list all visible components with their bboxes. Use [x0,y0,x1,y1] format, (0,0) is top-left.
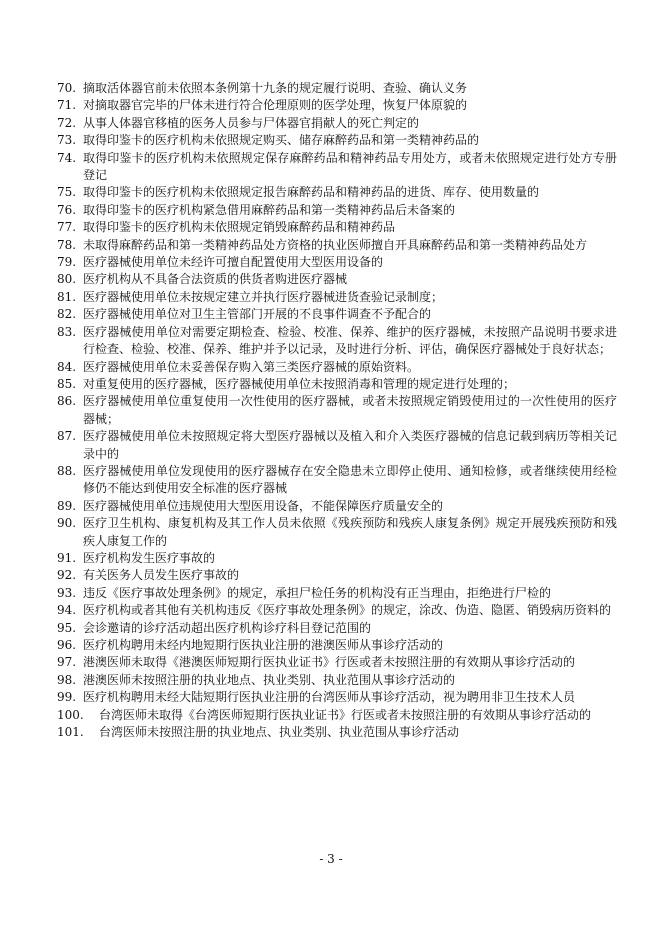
item-number: 93. [57,585,77,600]
item-number: 86. [57,394,77,409]
item-number: 83. [57,324,77,339]
item-number: 95. [57,620,77,635]
item-text: 港澳医师未取得《港澳医师短期行医执业证书》行医或者未按照注册的有效期从事诊疗活动的 [83,655,576,670]
list-item [57,376,617,393]
item-number: 76. [57,202,77,217]
item-text: 会诊邀请的诊疗活动超出医疗机构诊疗科目登记范围的 [83,620,372,635]
item-text: 医疗机构或者其他有关机构违反《医疗事故处理条例》的规定，涂改、伪造、隐匿、销毁病历资料的 [83,603,612,618]
list-item [57,184,617,201]
list-item [57,306,617,323]
item-number: 70. [57,81,77,95]
list-item [57,637,617,654]
item-number: 81. [57,289,77,304]
item-text: 医疗卫生机构、康复机构及其工作人员未依照《残疾预防和残疾人康复条例》规定开展残疾预防和残疾人康复工作的 [83,516,617,548]
item-text: 取得印鉴卡的医疗机构未依照规定销毁麻醉药品和精神药品 [83,220,396,235]
item-text: 港澳医师未按照注册的执业地点、执业类别、执业范围从事诊疗活动的 [83,672,456,687]
list-item [57,132,617,149]
item-number: 100. [57,707,84,722]
list-item [57,498,617,515]
item-text: 医疗机构聘用未经内地短期行医执业注册的港澳医师从事诊疗活动的 [83,638,444,652]
list-item [57,359,617,376]
item-text: 违反《医疗事故处理条例》的规定，承担尸检任务的机构没有正当理由，拒绝进行尸检的 [83,585,552,600]
item-number: 78. [57,237,77,252]
item-text: 取得印鉴卡的医疗机构未依照规定购买、储存麻醉药品和第一类精神药品的 [83,133,480,148]
item-number: 72. [57,115,77,130]
list-item [57,393,617,428]
item-number: 96. [57,638,77,652]
item-text: 取得印鉴卡的医疗机构未依照规定报告麻醉药品和精神药品的进货、库存、使用数量的 [83,185,540,200]
item-number: 88. [57,463,77,478]
list-item [57,202,617,219]
list-item [57,237,617,254]
list-item [57,550,617,567]
item-text: 医疗机构聘用未经大陆短期行医执业注册的台湾医师从事诊疗活动，视为聘用非卫生技术人员 [83,690,576,705]
list-item [57,689,617,706]
list-item [57,97,617,114]
item-text: 医疗器械使用单位重复使用一次性使用的医疗器械，或者未按照规定销毁使用过的一次性使用的医疗器械； [83,394,617,426]
list-item [57,602,617,619]
list-item [57,219,617,236]
item-text: 医疗器械使用单位对需要定期检查、检验、校准、保养、维护的医疗器械，未按照产品说明书要求进行检查、检验、校准、保养、维护并予以记录，及时进行分析、评估，确保医疗器械处于良好状态； [83,324,617,357]
list-item [57,289,617,306]
item-number: 97. [57,655,77,670]
item-text: 摘取活体器官前未依照本条例第十九条的规定履行说明、查验、确认义务 [83,81,468,95]
item-number: 82. [57,307,77,322]
list-item [57,620,617,637]
violation-list [57,80,617,741]
item-text: 医疗器械使用单位未妥善保存购入第三类医疗器械的原始资料。 [83,359,420,374]
item-number: 79. [57,255,77,270]
item-number: 98. [57,672,77,687]
item-text: 有关医务人员发生医疗事故的 [83,568,240,583]
item-text: 医疗器械使用单位违规使用大型医用设备，不能保障医疗质量安全的 [83,498,444,513]
item-number: 92. [57,568,77,583]
item-text: 医疗器械使用单位未经许可擅自配置使用大型医用设备的 [83,255,384,270]
list-item [57,724,617,741]
list-item [57,428,617,463]
item-text: 从事人体器官移植的医务人员参与尸体器官捐献人的死亡判定的 [83,115,420,130]
list-item [57,254,617,271]
item-text: 取得印鉴卡的医疗机构未依照规定保存麻醉药品和精神药品专用处方，或者未依照规定进行处方专册登记 [83,150,617,183]
list-item [57,567,617,584]
item-number: 101. [57,725,84,740]
item-number: 80. [57,272,77,287]
item-text: 对摘取器官完毕的尸体未进行符合伦理原则的医学处理，恢复尸体原貌的 [83,98,468,113]
item-number: 75. [57,185,77,200]
item-text: 取得印鉴卡的医疗机构紧急借用麻醉药品和第一类精神药品后未备案的 [83,202,456,217]
page-number: - 3 - [319,852,343,866]
item-text: 医疗器械使用单位未按照规定将大型医疗器械以及植入和介入类医疗器械的信息记载到病历等相关记录中的 [83,429,617,461]
item-number: 99. [57,690,77,705]
item-number: 89. [57,498,77,513]
item-number: 73. [57,133,77,148]
item-text: 医疗器械使用单位发现使用的医疗器械存在安全隐患未立即停止使用、通知检修，或者继续使用经检修仍不能达到使用安全标准的医疗器械 [83,463,617,496]
list-item [57,515,617,550]
item-text: 医疗机构从不具备合法资质的供货者购进医疗器械 [83,272,348,287]
item-number: 94. [57,603,77,618]
item-number: 90. [57,516,77,531]
item-text: 医疗机构发生医疗事故的 [83,550,216,565]
item-number: 85. [57,376,77,391]
list-item [57,324,617,359]
list-item [57,150,617,185]
item-number: 87. [57,429,77,444]
item-text: 医疗器械使用单位未按规定建立并执行医疗器械进货查验记录制度； [83,289,444,304]
item-text: 台湾医师未取得《台湾医师短期行医执业证书》行医或者未按照注册的有效期从事诊疗活动的 [99,707,592,722]
list-item [57,463,617,498]
item-text: 台湾医师未按照注册的执业地点、执业类别、执业范围从事诊疗活动 [99,725,460,740]
item-number: 84. [57,359,77,374]
list-item [57,654,617,671]
item-text: 对重复使用的医疗器械，医疗器械使用单位未按照消毒和管理的规定进行处理的； [83,376,516,391]
list-item [57,672,617,689]
item-number: 71. [57,98,77,113]
list-item [57,115,617,132]
list-item [57,585,617,602]
item-number: 74. [57,150,77,165]
item-number: 77. [57,220,77,235]
list-item [57,271,617,288]
item-text: 医疗器械使用单位对卫生主管部门开展的不良事件调查不予配合的 [83,307,432,322]
item-number: 91. [57,550,77,565]
list-item [57,80,617,97]
item-text: 未取得麻醉药品和第一类精神药品处方资格的执业医师擅自开具麻醉药品和第一类精神药品处方 [83,237,588,252]
list-item [57,707,617,724]
